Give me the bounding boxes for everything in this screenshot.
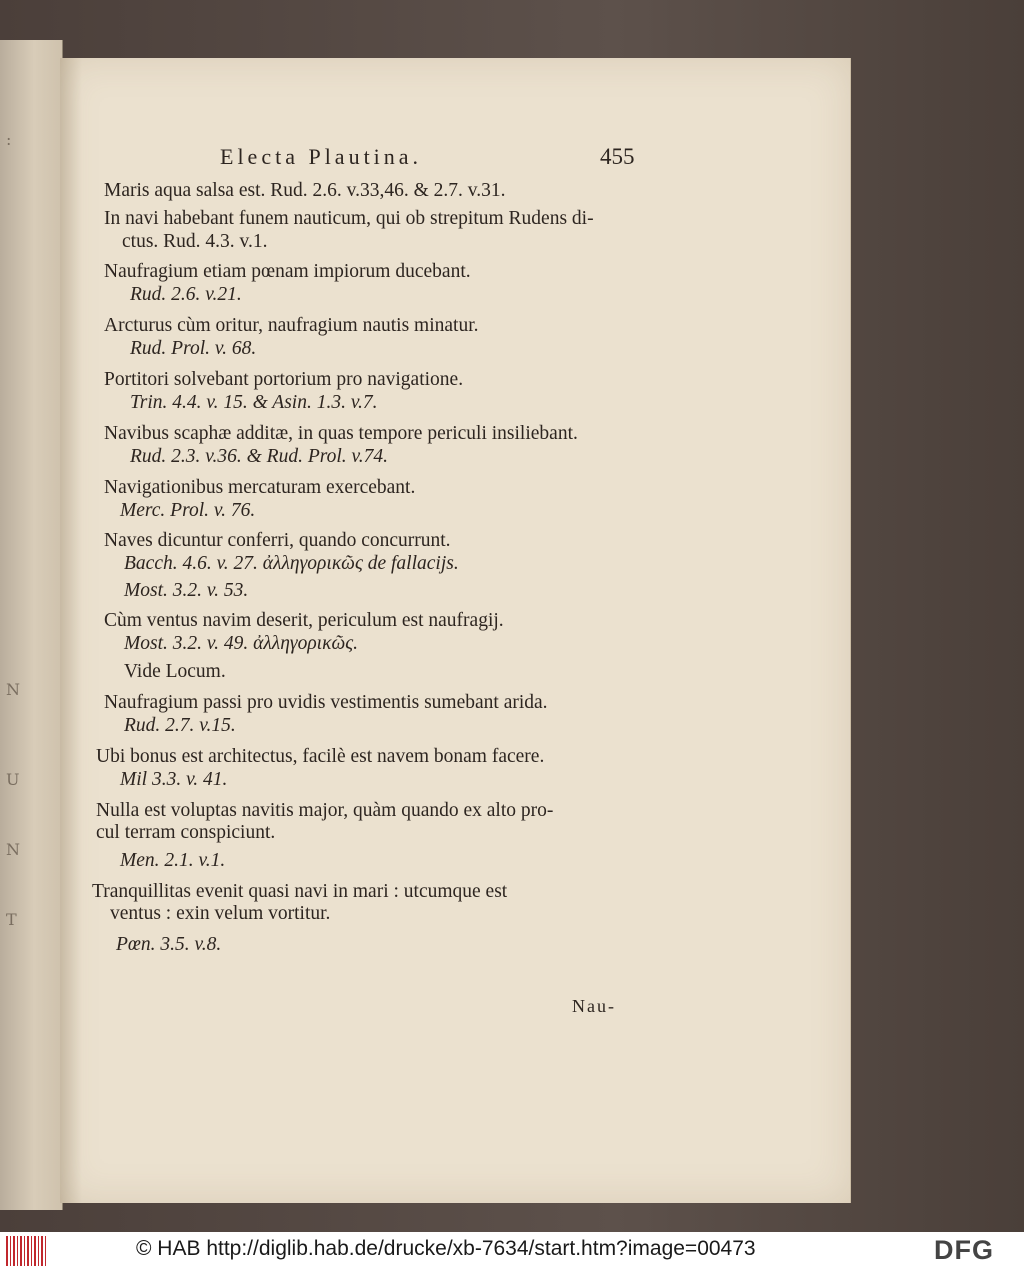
citation-line: Bacch. 4.6. v. 27. ἀλληγορικῶς de fallacijs. xyxy=(124,553,459,574)
citation-line: Rud. 2.3. v.36. & Rud. Prol. v.74. xyxy=(130,446,388,467)
citation-line: Pœn. 3.5. v.8. xyxy=(116,934,222,955)
text-line: ctus. Rud. 4.3. v.1. xyxy=(122,231,268,252)
text-line: Navigationibus mercaturam exercebant. xyxy=(104,477,416,498)
citation-line: Rud. 2.6. v.21. xyxy=(130,284,242,305)
text-line: Maris aqua salsa est. Rud. 2.6. v.33,46. & 2.7. v.31. xyxy=(104,180,506,201)
dfg-logo: DFG xyxy=(934,1235,994,1265)
book-page xyxy=(60,58,851,1203)
footer-bar xyxy=(0,1232,1024,1270)
text-line: Arcturus cùm oritur, naufragium nautis minatur. xyxy=(104,315,479,336)
citation-line: Rud. Prol. v. 68. xyxy=(130,338,257,359)
citation-line: Most. 3.2. v. 53. xyxy=(124,580,249,601)
citation-line: Men. 2.1. v.1. xyxy=(120,850,226,871)
previous-page-mark: N xyxy=(6,680,20,699)
previous-page-mark: N xyxy=(6,840,20,859)
citation-line: Merc. Prol. v. 76. xyxy=(120,500,256,521)
previous-page-mark: T xyxy=(6,910,17,929)
text-line: Naves dicuntur conferri, quando concurrunt. xyxy=(104,530,451,551)
text-line: Tranquillitas evenit quasi navi in mari : utcumque est xyxy=(92,881,508,902)
text-line: Portitori solvebant portorium pro navigatione. xyxy=(104,369,464,390)
text-line: ventus : exin velum vortitur. xyxy=(110,903,331,924)
running-head: Electa Plautina. xyxy=(220,144,423,169)
text-line: Navibus scaphæ additæ, in quas tempore periculi insiliebant. xyxy=(104,423,578,444)
citation-line: Most. 3.2. v. 49. ἀλληγορικῶς. xyxy=(124,633,359,654)
text-line: Vide Locum. xyxy=(124,661,226,682)
page-gutter-shadow xyxy=(60,58,82,1203)
text-line: Naufragium passi pro uvidis vestimentis sumebant arida. xyxy=(104,692,548,713)
barcode-icon xyxy=(6,1236,46,1266)
text-line: In navi habebant funem nauticum, qui ob strepitum Rudens di- xyxy=(104,208,594,229)
attribution-link[interactable]: © HAB http://diglib.hab.de/drucke/xb-7634/start.htm?image=00473 xyxy=(136,1237,756,1260)
page-number: 455 xyxy=(600,144,635,169)
citation-line: Mil 3.3. v. 41. xyxy=(120,769,228,790)
text-line: Cùm ventus navim deserit, periculum est naufragij. xyxy=(104,610,504,631)
previous-page-mark: U xyxy=(6,770,20,789)
text-line: Nulla est voluptas navitis major, quàm quando ex alto pro- xyxy=(96,800,554,821)
previous-page-mark: : xyxy=(6,130,12,149)
previous-page-edge xyxy=(0,40,63,1210)
citation-line: Rud. 2.7. v.15. xyxy=(124,715,236,736)
catchword: Nau- xyxy=(572,996,616,1016)
text-line: Naufragium etiam pœnam impiorum ducebant. xyxy=(104,261,471,282)
citation-line: Trin. 4.4. v. 15. & Asin. 1.3. v.7. xyxy=(130,392,378,413)
text-line: cul terram conspiciunt. xyxy=(96,822,276,843)
text-line: Ubi bonus est architectus, facilè est navem bonam facere. xyxy=(96,746,545,767)
